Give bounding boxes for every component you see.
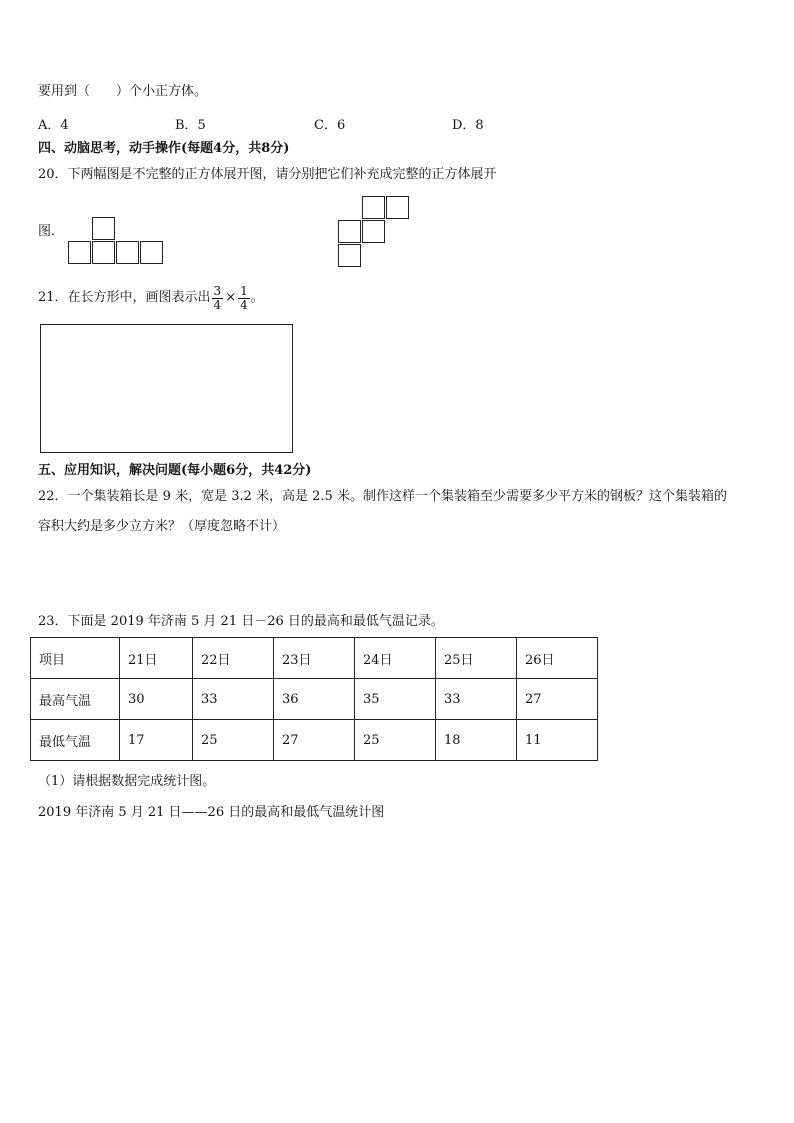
q19-option-c: C．6 [314, 118, 346, 133]
q20-text: 20．下两幅图是不完整的正方体展开图，请分别把它们补充成完整的正方体展开 [38, 167, 497, 182]
frac2-numerator: 1 [240, 283, 248, 298]
table-header-cell: 22日 [193, 638, 274, 679]
table-cell: 27 [517, 679, 598, 720]
fraction-three-quarters [212, 285, 224, 312]
table-cell: 33 [436, 679, 517, 720]
temperature-table [30, 637, 598, 761]
table-cell: 27 [274, 720, 355, 761]
table-header-cell: 项目 [31, 638, 120, 679]
table-cell: 11 [517, 720, 598, 761]
fraction-one-quarter [238, 285, 250, 312]
table-cell: 35 [355, 679, 436, 720]
q22-text-line1: 22．一个集装箱长是 9 米，宽是 3.2 米，高是 2.5 米。制作这样一个集装箱至少需要多少平方米的钢板？这个集装箱的 [38, 489, 727, 504]
table-header-cell: 23日 [274, 638, 355, 679]
table-cell: 17 [120, 720, 193, 761]
q19-option-d: D．8 [452, 118, 484, 133]
net2-square [386, 196, 409, 219]
table-cell: 33 [193, 679, 274, 720]
table-cell: 18 [436, 720, 517, 761]
times-sign: × [225, 290, 237, 305]
net2-square [338, 220, 361, 243]
net1-square [92, 217, 115, 240]
table-cell: 36 [274, 679, 355, 720]
q21-suffix: 。 [250, 290, 264, 305]
table-header-cell: 24日 [355, 638, 436, 679]
table-row [31, 679, 598, 720]
frac1-numerator: 3 [213, 283, 222, 298]
table-cell: 25 [193, 720, 274, 761]
net2-square [362, 220, 385, 243]
chart-title: 2019 年济南 5 月 21 日——26 日的最高和最低气温统计图 [38, 805, 385, 820]
q20-text-tail: 图． [38, 224, 65, 239]
table-header-cell: 26日 [517, 638, 598, 679]
q19-option-a: A．4 [38, 118, 69, 133]
frac2-denominator: 4 [240, 297, 248, 312]
table-header-cell: 25日 [436, 638, 517, 679]
q21-prefix: 21．在长方形中，画图表示出 [38, 290, 211, 305]
net1-square [116, 241, 139, 264]
q19-text: 要用到（ ）个小正方体。 [38, 84, 208, 99]
table-row [31, 720, 598, 761]
frac1-denominator: 4 [213, 297, 222, 312]
q23-sub-question-1: （1）请根据数据完成统计图。 [38, 774, 216, 789]
table-cell: 最低气温 [31, 720, 120, 761]
q19-option-b: B．5 [175, 118, 206, 133]
table-cell: 30 [120, 679, 193, 720]
q23-text: 23．下面是 2019 年济南 5 月 21 日－26 日的最高和最低气温记录。 [38, 614, 444, 629]
net2-square [362, 196, 385, 219]
section4-heading: 四、动脑思考，动手操作(每题4分，共8分) [38, 141, 290, 156]
section5-heading: 五、应用知识，解决问题(每小题6分，共42分) [38, 463, 312, 478]
net1-square [140, 241, 163, 264]
drawing-rectangle [40, 324, 293, 453]
table-cell: 25 [355, 720, 436, 761]
table-header-cell: 21日 [120, 638, 193, 679]
net1-square [68, 241, 91, 264]
table-header-row [31, 638, 598, 679]
q21-text [38, 284, 264, 313]
table-cell: 最高气温 [31, 679, 120, 720]
net2-square [338, 244, 361, 267]
net1-square [92, 241, 115, 264]
q22-text-line2: 容积大约是多少立方米？（厚度忽略不计） [38, 519, 286, 534]
